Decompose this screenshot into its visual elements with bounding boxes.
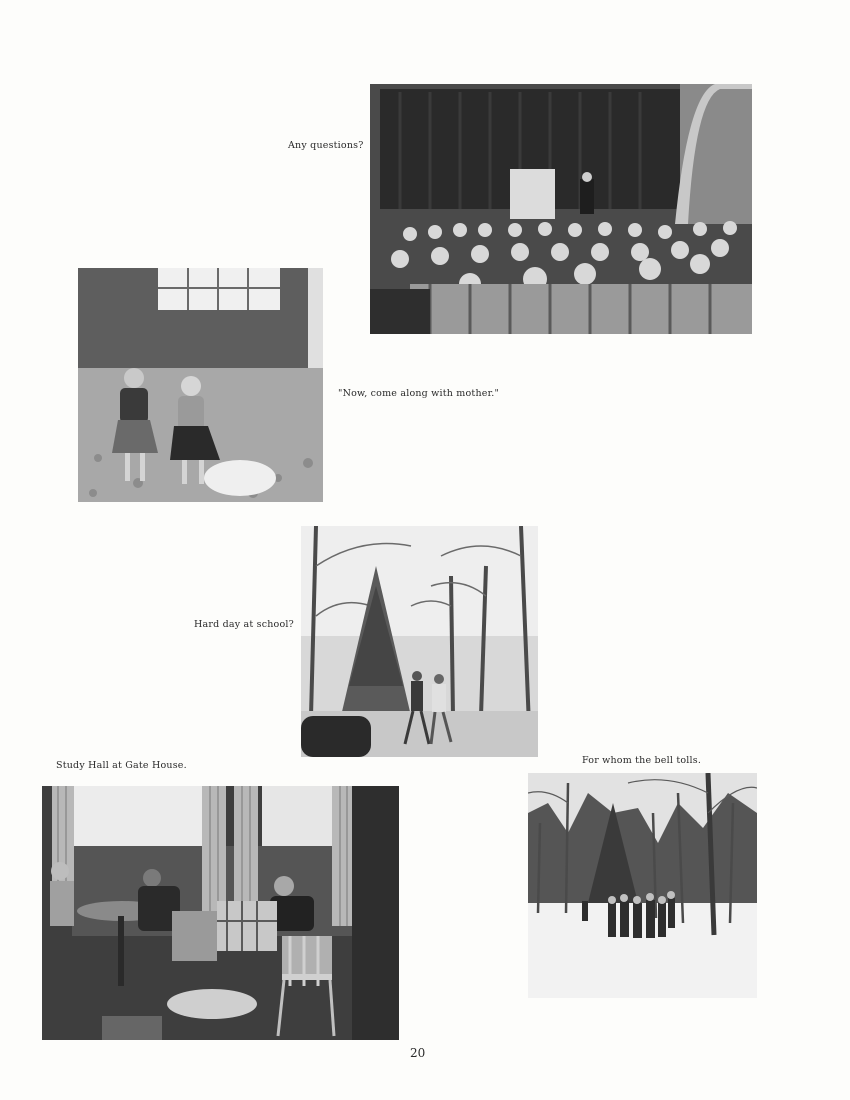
children-caption: "Now, come along with mother." (338, 388, 500, 399)
walk-caption: Hard day at school? (194, 619, 294, 630)
page-number: 20 (410, 1046, 426, 1060)
walk-photo (301, 526, 538, 757)
bell-photo (528, 773, 757, 998)
auditorium-photo (370, 84, 752, 334)
study-hall-photo (42, 786, 399, 1040)
bell-caption: For whom the bell tolls. (582, 755, 702, 766)
auditorium-caption: Any questions? (288, 140, 364, 151)
study-hall-caption: Study Hall at Gate House. (56, 760, 187, 771)
children-photo (78, 268, 323, 502)
